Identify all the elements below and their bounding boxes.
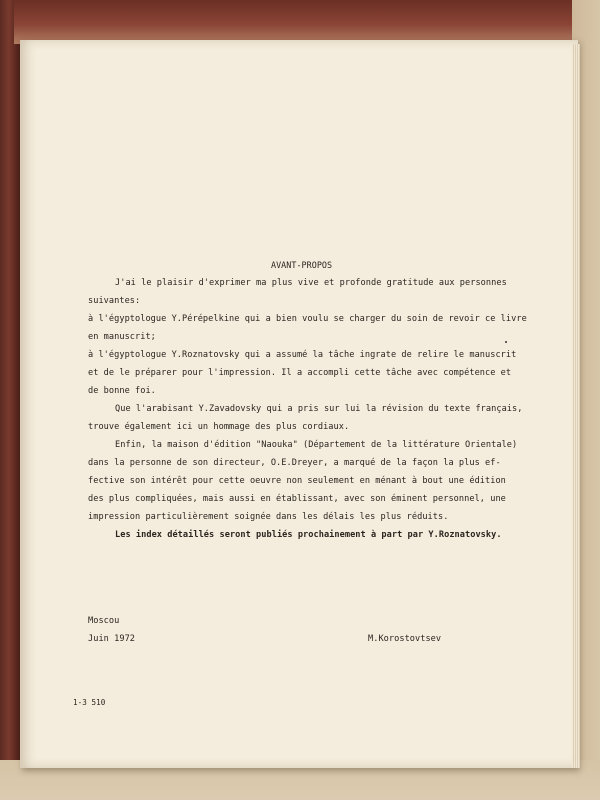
text-line: Enfin, la maison d'édition "Naouka" (Département de la littérature Orientale) xyxy=(115,440,518,450)
text-line: Que l'arabisant Y.Zavadovsky qui a pris sur lui la révision du texte français, xyxy=(115,404,523,414)
page-title: AVANT-PROPOS xyxy=(271,260,333,270)
text-line: des plus compliquées, mais aussi en établissant, avec son éminent personnel, une xyxy=(88,494,506,504)
date: Juin 1972 xyxy=(88,634,136,644)
text-line: de bonne foi. xyxy=(88,386,156,396)
text-line: et de le préparer pour l'impression. Il a accompli cette tâche avec compétence et xyxy=(88,368,512,378)
book-spine xyxy=(0,0,20,800)
text-line: dans la personne de son directeur, O.E.Dreyer, a marqué de la façon la plus ef- xyxy=(88,458,501,468)
text-line: suivantes: xyxy=(88,296,141,306)
margin-mark xyxy=(505,341,507,343)
author-signature: M.Korostovtsev xyxy=(368,634,442,644)
index-note: Les index détaillés seront publiés prochainement à part par Y.Roznatovsky. xyxy=(115,530,502,540)
book-cover-top xyxy=(14,0,600,44)
place: Moscou xyxy=(88,616,120,626)
footer-code: 1-3 510 xyxy=(73,698,106,707)
page-edges xyxy=(572,44,580,768)
text-line: J'ai le plaisir d'exprimer ma plus vive et profonde gratitude aux personnes xyxy=(115,278,507,288)
text-line: en manuscrit; xyxy=(88,332,156,342)
text-line: impression particulièrement soignée dans les délais les plus réduits. xyxy=(88,512,449,522)
text-line: à l'égyptologue Y.Pérépelkine qui a bien voulu se charger du soin de revoir ce livre xyxy=(88,314,527,324)
text-line: à l'égyptologue Y.Roznatovsky qui a assumé la tâche ingrate de relire le manuscrit xyxy=(88,350,517,360)
text-line: trouve également ici un hommage des plus cordiaux. xyxy=(88,422,350,432)
text-line: fective son intérêt pour cette oeuvre non seulement en ménant à bout une édition xyxy=(88,476,506,486)
